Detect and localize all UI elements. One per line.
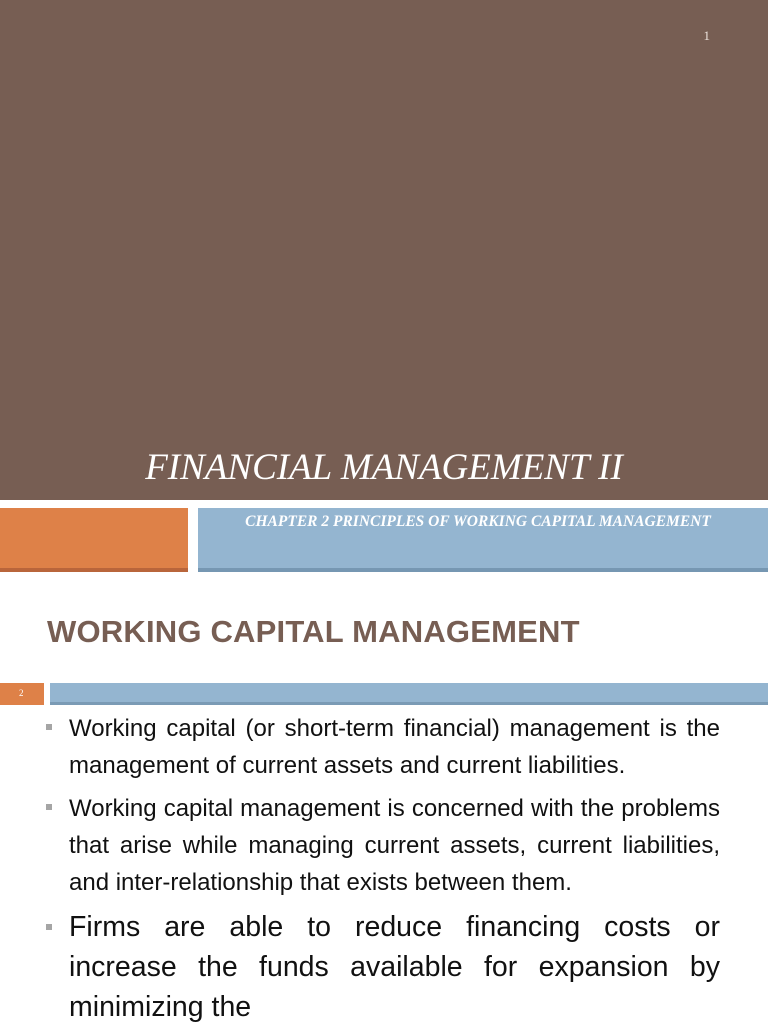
bullet-text: Working capital (or short-term financial) management is the management of current assets and current liabilities. — [69, 715, 720, 779]
bullet-list — [44, 710, 720, 1024]
bullet-text: Firms are able to reduce financing costs or increase the funds available for expansion by minimizing the — [69, 911, 720, 1023]
square-bullet-icon — [46, 724, 52, 730]
slide-title: WORKING CAPITAL MANAGEMENT — [47, 614, 580, 649]
accent-bar-orange-shadow — [0, 568, 188, 572]
square-bullet-icon — [46, 804, 52, 810]
bullet-item — [44, 907, 720, 1024]
slide-title: FINANCIAL MANAGEMENT II — [145, 447, 623, 488]
bullet-item — [44, 710, 720, 784]
slide-2 — [0, 576, 768, 1024]
slide-subtitle: CHAPTER 2 PRINCIPLES OF WORKING CAPITAL MANAGEMENT — [245, 513, 711, 530]
slide-number: 2 — [19, 688, 24, 698]
bullet-text: Working capital management is concerned with the problems that arise while managing current assets, current liabilities, and inter-relationship that exists between them. — [69, 795, 720, 896]
accent-bar-blue-shadow — [50, 702, 768, 705]
square-bullet-icon — [46, 924, 52, 930]
bullet-item — [44, 790, 720, 901]
slide-number: 1 — [703, 28, 710, 43]
accent-bar-orange — [0, 508, 188, 569]
accent-bar-blue-shadow — [198, 568, 768, 572]
title-background — [0, 0, 768, 500]
